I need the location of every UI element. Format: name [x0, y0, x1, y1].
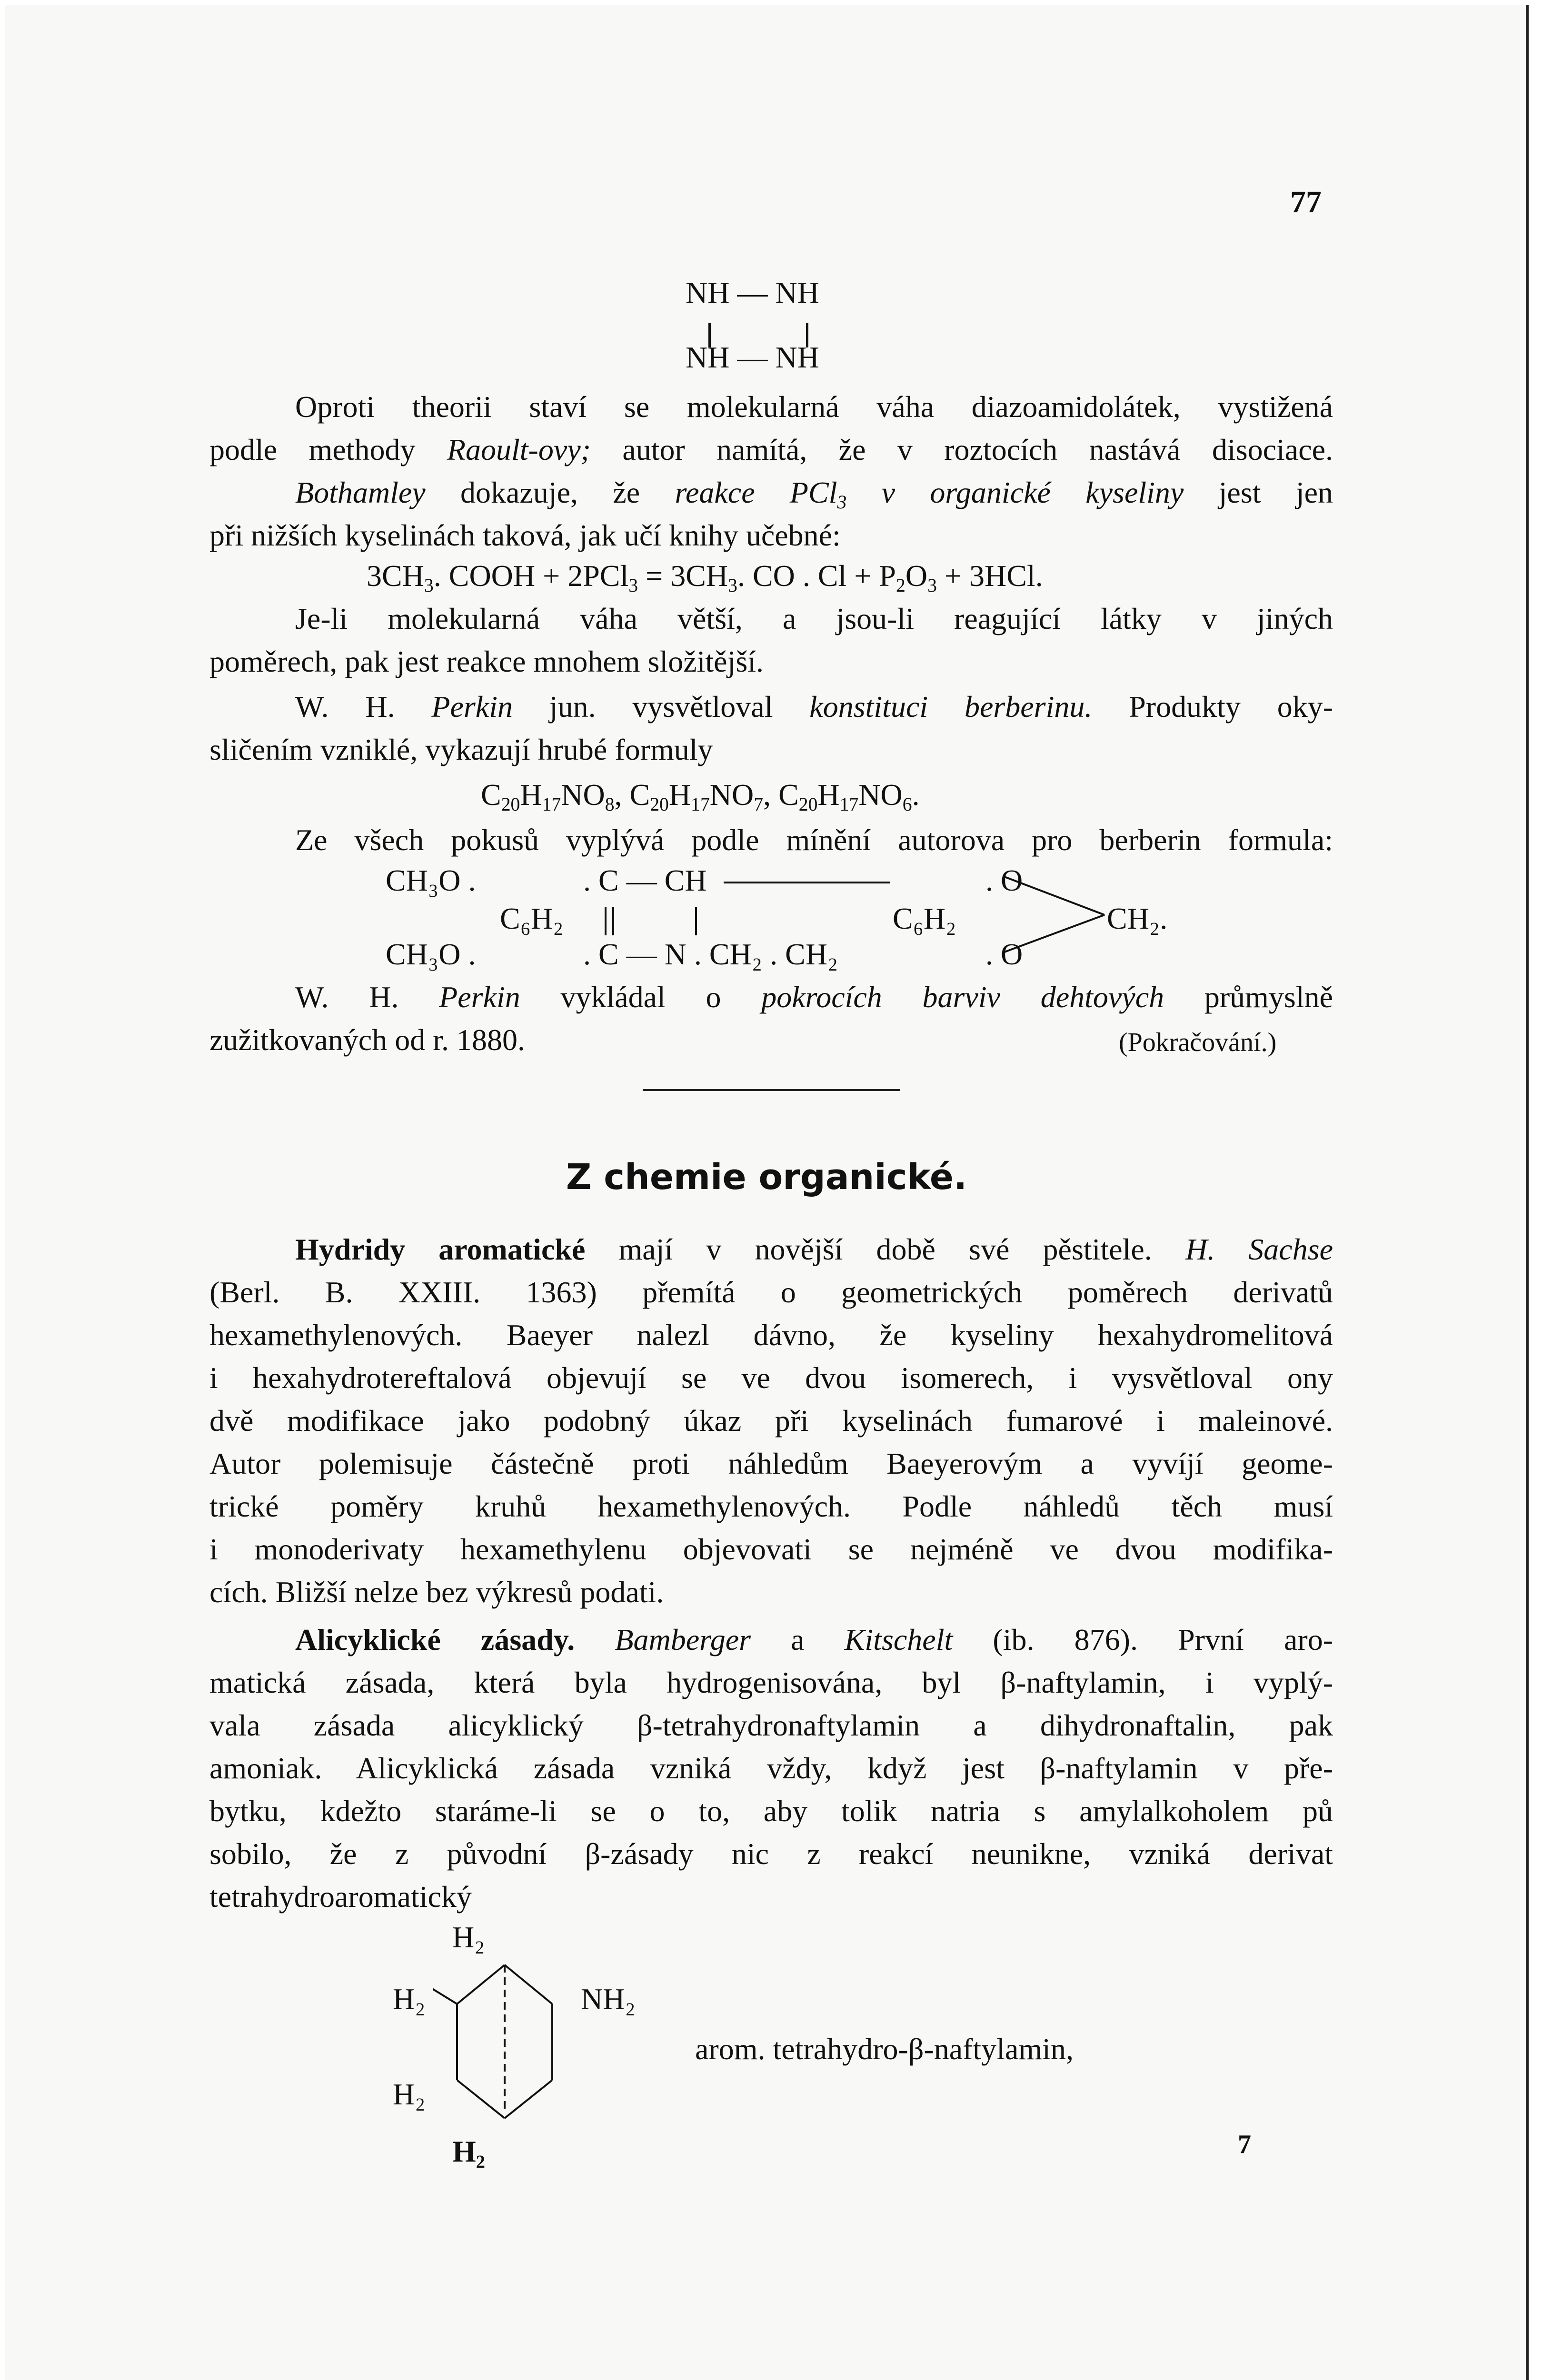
para7-line5: dvě modifikace jako podobný úkaz při kyselinách fumarové i maleinové.: [209, 1404, 1333, 1438]
page: [5, 5, 1529, 2380]
italic-phrase: konstituci berberinu.: [809, 690, 1093, 724]
section-divider: [643, 1089, 900, 1091]
para8-line7: tetrahydroaromatický: [209, 1880, 472, 1914]
berb-r3c: . O: [985, 937, 1023, 971]
para8-line2: matická zásada, která byla hydrogenisována, byl β-naftylamin, i vyplý-: [209, 1666, 1333, 1699]
author-italic: Bothamley: [295, 476, 426, 509]
berb-r2a: C₆H₂: [500, 902, 564, 935]
para7-line6: Autor polemisuje částečně proti náhledům Baeyerovým a vyvíjí geome-: [209, 1447, 1333, 1480]
para2-line1: [295, 471, 1333, 514]
author-italic: H. Sachse: [1185, 1232, 1333, 1266]
berb-r2c: CH₂.: [1107, 902, 1168, 935]
struct-label-left-top: H₂: [393, 1982, 426, 2016]
para8-line4: amoniak. Alicyklická zásada vzniká vždy, když jest β-naftylamin v pře-: [209, 1751, 1333, 1785]
author-italic: Perkin: [431, 690, 513, 724]
structure-caption: arom. tetrahydro-β-naftylamin,: [695, 2032, 1074, 2066]
para2-line2: při nižších kyselinách taková, jak učí knihy učebné:: [209, 518, 841, 552]
para8-line5: bytku, kdežto staráme-li se o to, aby tolik natria s amylalkoholem pů: [209, 1794, 1333, 1828]
italic-phrase: reakce PCl$_3$ v organické kyseliny: [675, 476, 1184, 513]
page-number: 77: [1290, 185, 1322, 219]
text: dokazuje, že: [425, 476, 675, 509]
para3-line2: poměrech, pak jest reakce mnohem složitější.: [209, 645, 764, 678]
berb-r1a: CH₃O .: [386, 863, 476, 897]
para7-line4: i hexahydrotereftalová objevují se ve dvou isomerech, i vysvětloval ony: [209, 1361, 1333, 1395]
author-italic: Perkin: [439, 980, 520, 1014]
struct-label-bottom: H₂: [452, 2134, 485, 2168]
equation: $3CH_3$. COOH + $2PCl_3 = 3CH_3$. CO . $Cl + P_2O_3 + 3HCl$.: [367, 559, 1043, 596]
hydrazine-bottom: NH — NH: [686, 340, 819, 374]
para1-line2: [209, 428, 1333, 471]
text: autor namítá, že v roztocích nastává disociace.: [590, 433, 1333, 466]
para7-line8: i monoderivaty hexamethylenu objevovati se nejméně ve dvou modifika-: [209, 1532, 1333, 1566]
author-italic: Bamberger: [615, 1623, 751, 1656]
para7-line3: hexamethylenových. Baeyer nalezl dávno, že kyseliny hexahydromelitová: [209, 1318, 1333, 1352]
berb-single-bond: [695, 907, 697, 935]
para4-line1: W. H. Perkin jun. vysvětloval konstituci berberinu. Produkty oky-: [295, 690, 1333, 724]
para8-line3: vala zásada alicyklický β-tetrahydronaftylamin a dihydronaftalin, pak: [209, 1708, 1333, 1742]
para7-line2: (Berl. B. XXIII. 1363) přemítá o geometrických poměrech derivatů: [209, 1275, 1333, 1309]
para8-line6: sobilo, že z původní β-zásady nic z reakcí neunikne, vzniká derivat: [209, 1837, 1333, 1871]
berb-double-bond: [605, 907, 614, 935]
para3-line1: Je-li molekularná váha větší, a jsou-li reagující látky v jiných: [295, 602, 1333, 635]
para7-line9: cích. Bližší nelze bez výkresů podati.: [209, 1575, 664, 1609]
struct-label-right: NH₂: [581, 1982, 636, 2016]
struct-label-left-bottom: H₂: [393, 2077, 426, 2111]
berb-r3a: CH₃O .: [386, 937, 476, 971]
author-italic: Raoult-ovy;: [447, 433, 591, 466]
hydrazine-top: NH — NH: [686, 276, 819, 309]
berb-long-bond: [724, 882, 890, 883]
para8-line1: Alicyklické zásady. Bamberger a Kitschelt (ib. 876). První aro-: [295, 1623, 1333, 1656]
paragraph-lead: Hydridy aromatické: [295, 1232, 586, 1266]
text: podle methody: [209, 433, 447, 466]
para1-line1: Oproti theorii staví se molekularná váha diazoamidolátek, vystižená: [295, 390, 1333, 424]
para6-line1: W. H. Perkin vykládal o pokrocích barviv dehtových průmyslně: [295, 980, 1333, 1014]
author-italic: Kitschelt: [844, 1623, 953, 1656]
berb-r2b: C₆H₂: [893, 902, 956, 935]
continuation-note: (Pokračování.): [1119, 1028, 1277, 1057]
berberine-formulas: $C_{20}H_{17}NO_8$, $C_{20}H_{17}NO_7$, $C_{20}H_{17}NO_6$.: [481, 778, 920, 815]
berb-r1c: . O: [985, 863, 1023, 897]
para7-line1: Hydridy aromatické mají v novější době své pěstitele. H. Sachse: [295, 1232, 1333, 1266]
signature-mark: 7: [1238, 2130, 1251, 2159]
section-heading: Z chemie organické.: [566, 1157, 967, 1198]
berb-r3b: . C — N . CH₂ . CH₂: [583, 937, 838, 971]
para4-line2: sličením vzniklé, vykazují hrubé formuly: [209, 733, 713, 766]
para7-line7: trické poměry kruhů hexamethylenových. Podle náhledů těch musí: [209, 1489, 1333, 1523]
berb-r1b: . C — CH: [583, 863, 707, 897]
text: jest jen: [1184, 476, 1333, 509]
para6-line2: zužitkovaných od r. 1880.: [209, 1023, 525, 1057]
naphthylamine-left-ring: [433, 1961, 595, 2161]
italic-phrase: pokrocích barviv dehtových: [761, 980, 1164, 1014]
para5: Ze všech pokusů vyplývá podle mínění autorova pro berberin formula:: [295, 823, 1333, 857]
paragraph-lead: Alicyklické zásady.: [295, 1623, 575, 1656]
struct-label-top: H₂: [452, 1920, 485, 1954]
